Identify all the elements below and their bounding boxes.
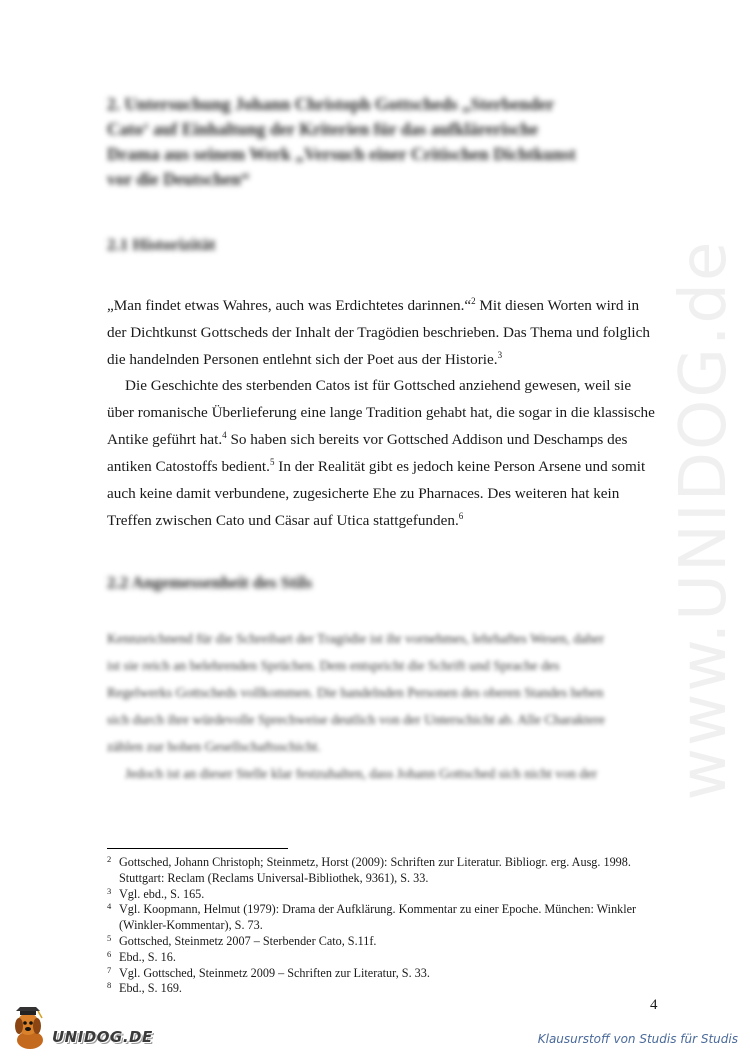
footnote-mark: 8 (107, 980, 112, 991)
dog-mascot-icon (8, 1004, 56, 1052)
text-fragment: Treffen zwischen Cato und Cäsar auf Utica stattgefunden. (107, 512, 459, 529)
page-number: 4 (650, 997, 658, 1013)
footnote (107, 902, 667, 934)
unidog-logo[interactable] (8, 1004, 158, 1052)
footnote (107, 981, 667, 997)
footnote-text: Vgl. ebd., S. 165. (119, 886, 205, 901)
footnote (107, 887, 667, 903)
footnote (107, 950, 667, 966)
paragraph-stil-2 (107, 760, 655, 787)
chapter-heading-line: 2. Untersuchung Johann Christoph Gottscheds „Sterbender (107, 94, 555, 114)
section-heading-historizitaet: 2.1 Historizität (107, 235, 216, 254)
footnote-text: Gottsched, Johann Christoph; Steinmetz, Horst (2009): Schriften zur Literatur. Bibliogr. erg. Ausg. 1998. (119, 855, 631, 869)
footnote-ref[interactable]: 5 (269, 457, 275, 467)
text-line (107, 319, 655, 346)
text-line: sich durch ihre würdevolle Sprechweise deutlich von der Unterschicht ab. Alle Charaktere (107, 712, 606, 727)
text-line: ist sie reich an belehrenden Sprüchen. Dem entspricht die Schrift und Sprache des (107, 658, 560, 673)
text-fragment: Antike geführt hat. (107, 431, 223, 448)
footnote-ref[interactable]: 4 (222, 430, 227, 440)
text-fragment: In der Realität gibt es jedoch keine Person Arsene und somit (274, 458, 646, 475)
text-line: Regelwerks Gottscheds vollkommen. Die handelnden Personen des oberen Standes heben (107, 685, 604, 700)
paragraph-historizitaet-1 (107, 292, 655, 373)
text-fragment: „Man findet etwas Wahres, auch was Erdichtetes darinnen.“ (107, 297, 472, 314)
footnote (107, 966, 667, 982)
chapter-heading-line: vor die Deutschen“ (107, 169, 250, 189)
chapter-heading-line: Cato‘ auf Einhaltung der Kriterien für das aufklärerische (107, 119, 539, 139)
footnote (107, 855, 667, 887)
text-line (107, 292, 655, 319)
footnote-text: Ebd., S. 16. (119, 949, 176, 964)
footnote-text: Ebd., S. 169. (119, 981, 182, 996)
footnote-mark: 5 (107, 932, 112, 943)
footnote-text: Vgl. Koopmann, Helmut (1979): Drama der Aufklärung. Kommentar zu einer Epoche. München: Winkler (119, 902, 637, 917)
text-line (107, 507, 655, 534)
footnote-mark: 3 (107, 885, 112, 896)
text-line: Kennzeichnend für die Schreibart der Tragödie ist ihr vornehmes, lehrhaftes Wesen, daher (107, 631, 605, 646)
text-line (107, 453, 655, 480)
tagline: Klausurstoff von Studis für Studis (537, 1032, 738, 1046)
footnote-ref[interactable]: 6 (458, 511, 464, 521)
footnote-separator (107, 848, 288, 849)
footnote-text-continued: Stuttgart: Reclam (Reclams Universal-Bibliothek, 9361), S. 33. (119, 870, 429, 885)
text-line: Jedoch ist an dieser Stelle klar festzuhalten, dass Johann Gottsched sich nicht von der (125, 766, 598, 781)
footnote-mark: 7 (107, 964, 112, 975)
text-line: zählen zur hohen Gesellschaftsschicht. (107, 739, 321, 754)
chapter-heading (107, 92, 667, 192)
paragraph-stil-1 (107, 625, 655, 760)
chapter-heading-line: Drama aus seinem Werk „Versuch einer Critischen Dichtkunst (107, 144, 576, 164)
section-heading-stil: 2.2 Angemessenheit des Stils (107, 573, 312, 592)
text-fragment: über romanische Überlieferung eine lange Tradition gehabt hat, die sogar in die klassische (107, 404, 655, 421)
footnotes (107, 855, 667, 997)
footnote (107, 934, 667, 950)
paragraph-historizitaet-2 (107, 372, 655, 534)
footnote-mark: 4 (107, 901, 112, 912)
text-line (107, 346, 655, 373)
footnote-ref[interactable]: 3 (497, 350, 503, 360)
text-line (107, 372, 655, 399)
text-line (107, 426, 655, 453)
footnote-mark: 6 (107, 948, 112, 959)
text-fragment: Mit diesen Worten wird in (475, 297, 640, 314)
footnote-mark: 2 (107, 854, 112, 864)
footnote-text: Vgl. Gottsched, Steinmetz 2009 – Schriften zur Literatur, S. 33. (119, 965, 430, 980)
text-line (107, 399, 655, 426)
logo-wordmark: UNIDOG.DE (52, 1028, 153, 1046)
watermark: www.UNIDOG.de (667, 239, 741, 801)
text-fragment: auch keine damit verbundene, zugesicherte Ehe zu Pharnaces. Des weiteren hat kein (107, 485, 620, 502)
footnote-text: Gottsched, Steinmetz 2007 – Sterbender Cato, S.11f. (119, 933, 377, 948)
text-fragment: Die Geschichte des sterbenden Catos ist für Gottsched anziehend gewesen, weil sie (125, 377, 632, 394)
text-fragment: antiken Catostoffs bedient. (107, 458, 270, 475)
text-fragment: die handelnden Personen entlehnt sich der Poet aus der Historie. (107, 351, 498, 368)
text-fragment: So haben sich bereits vor Gottsched Addison und Deschamps des (226, 431, 628, 448)
footnote-text-continued: (Winkler-Kommentar), S. 73. (119, 918, 263, 933)
text-fragment: der Dichtkunst Gottscheds der Inhalt der Tragödien beschrieben. Das Thema und folglich (107, 324, 650, 341)
footnote-ref[interactable]: 2 (471, 296, 476, 306)
text-line (107, 480, 655, 507)
